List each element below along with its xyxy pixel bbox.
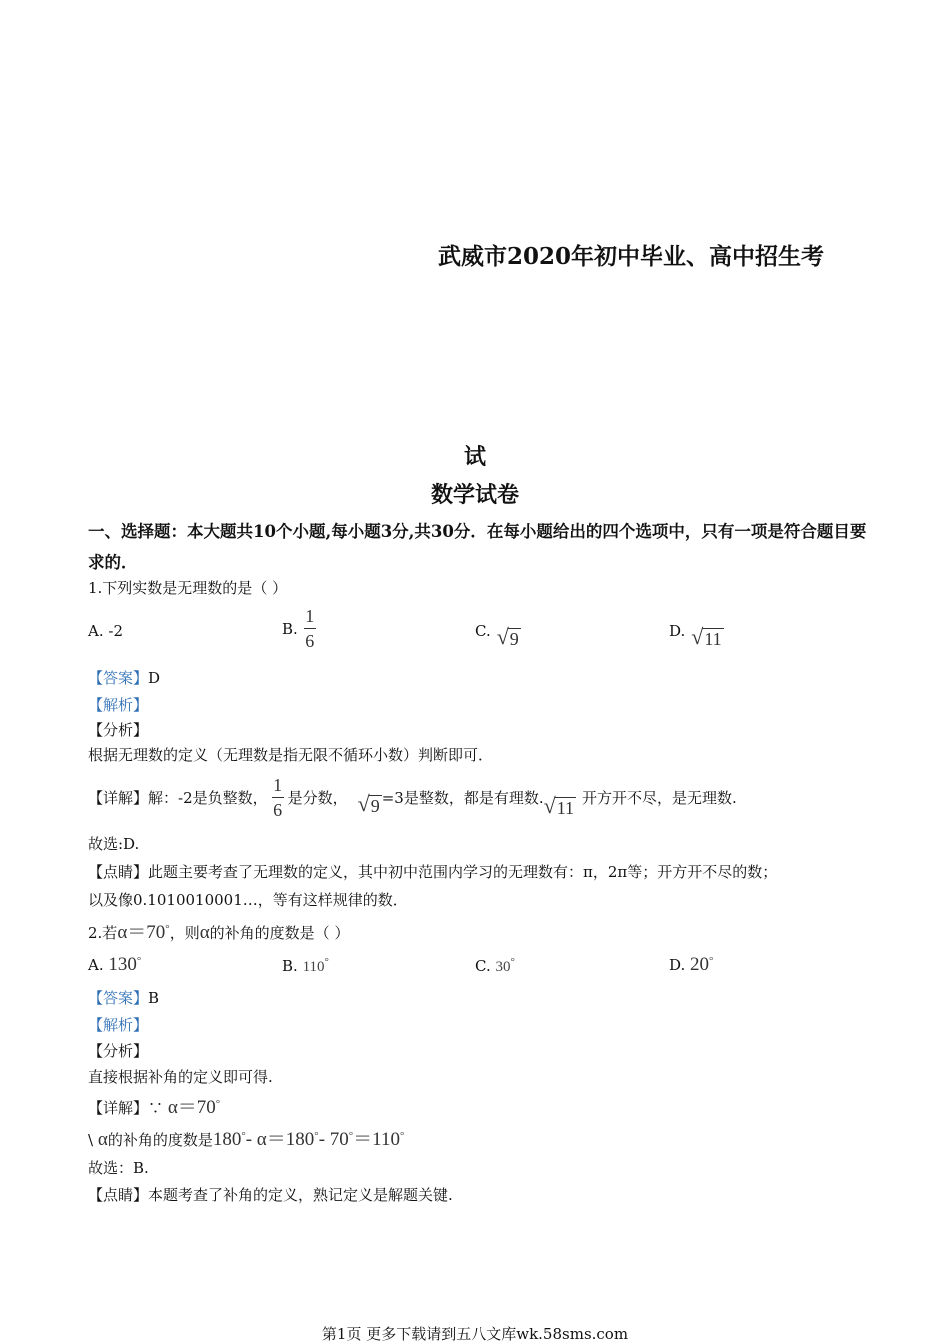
option-label: D. xyxy=(669,622,686,640)
degree-symbol: ° xyxy=(399,1130,405,1142)
degree-symbol: ° xyxy=(241,1130,246,1142)
stem-text: 2.若 xyxy=(88,924,118,942)
option-value: 30 xyxy=(495,959,511,975)
stem-text: ，则 xyxy=(169,924,200,942)
answer-tag[interactable]: 【答案】 xyxy=(88,669,149,687)
dianjing-text: 此题主要考查了无理数的定义，其中初中范围内学习的无理数有：π，2π等；开方开不尽的数； xyxy=(148,863,778,881)
detail-math: 180 xyxy=(212,1129,242,1150)
q2-option-c xyxy=(475,956,515,976)
option-value: 20 xyxy=(690,954,710,975)
detail-math: - α＝180 xyxy=(245,1129,315,1150)
q1-detail xyxy=(88,772,737,822)
q2-choice: 故选：B. xyxy=(88,1159,149,1177)
degree-symbol: ° xyxy=(709,955,714,967)
answer-value: D xyxy=(148,669,161,687)
q1-option-c xyxy=(475,622,521,648)
q1-choice: 故选:D. xyxy=(88,835,140,853)
degree-symbol: ° xyxy=(510,956,515,968)
degree-symbol: ° xyxy=(136,955,142,967)
q2-answer xyxy=(88,987,159,1008)
q2-analysis-tag[interactable]: 【解析】 xyxy=(88,1016,149,1034)
option-value: 130 xyxy=(108,954,137,975)
fraction-denominator: 6 xyxy=(305,631,315,651)
detail-tag: 【详解】 xyxy=(88,1099,149,1117)
radicand: 11 xyxy=(704,629,722,649)
radicand: 11 xyxy=(556,798,575,818)
option-label: C. xyxy=(475,957,491,975)
square-root: √ 9 xyxy=(357,791,380,816)
answer-value: B xyxy=(148,989,160,1007)
degree-symbol: ° xyxy=(324,956,329,968)
square-root: √ 11 xyxy=(691,624,722,649)
stem-alpha: α xyxy=(199,922,210,943)
fraction xyxy=(304,606,316,651)
option-value: -2 xyxy=(108,622,124,640)
option-label: A. xyxy=(88,956,104,974)
q1-answer xyxy=(88,667,160,688)
q2-option-b xyxy=(282,956,329,976)
detail-math: α＝70 xyxy=(167,1097,216,1118)
fraction-numerator: 1 xyxy=(273,774,283,795)
option-label: B. xyxy=(282,619,298,638)
detail-math: - 70 xyxy=(318,1129,349,1150)
dianjing-tag: 【点睛】 xyxy=(88,1186,149,1204)
detail-text-4: 开方开不尽，是无理数. xyxy=(582,788,737,807)
answer-tag[interactable]: 【答案】 xyxy=(88,989,149,1007)
detail-text-1: 解：-2是负整数， xyxy=(148,788,268,807)
fraction-denominator: 6 xyxy=(273,799,283,820)
stem-math: α＝70 xyxy=(117,922,166,943)
option-label: A. xyxy=(88,622,104,640)
q1-option-d xyxy=(669,622,724,648)
q1-fenxi-text: 根据无理数的定义（无理数是指无限不循环小数）判断即可． xyxy=(88,746,494,764)
square-root: √ 11 xyxy=(543,793,575,818)
q1-dianjing-line1 xyxy=(88,861,777,882)
degree-symbol: ° xyxy=(314,1130,319,1142)
q1-fenxi-tag: 【分析】 xyxy=(88,721,149,739)
option-label: C. xyxy=(475,622,491,640)
option-label: B. xyxy=(282,957,298,975)
radicand: 9 xyxy=(370,796,380,816)
stem-text: 的补角的度数是（ ） xyxy=(209,924,350,942)
fraction-numerator: 1 xyxy=(305,606,315,626)
degree-symbol: ° xyxy=(348,1130,354,1142)
detail-text: 的补角的度数是 xyxy=(107,1131,213,1149)
q1-dianjing-line2: 以及像0.1010010001…，等有这样规律的数． xyxy=(88,891,408,909)
q2-stem xyxy=(88,917,349,944)
dianjing-text: 本题考查了补角的定义，熟记定义是解题关键. xyxy=(148,1186,453,1204)
q2-detail xyxy=(88,1092,220,1119)
detail-text-3: =3是整数，都是有理数. xyxy=(381,788,544,807)
q2-fenxi-tag: 【分析】 xyxy=(88,1042,149,1060)
radicand: 9 xyxy=(509,629,519,649)
option-value: 110 xyxy=(302,959,325,975)
dianjing-tag: 【点睛】 xyxy=(88,863,149,881)
page-subtitle: 数学试卷 xyxy=(430,482,519,508)
square-root: √ 9 xyxy=(496,624,519,649)
degree-symbol: ° xyxy=(215,1098,221,1110)
detail-text-2: 是分数， xyxy=(287,788,348,807)
page-title-line1: 武威市2020年初中毕业、高中招生考 xyxy=(438,243,825,270)
because-symbol: ∵ xyxy=(148,1099,164,1117)
q1-option-b xyxy=(282,606,316,651)
q2-detail-line2 xyxy=(88,1124,404,1151)
page-title-line2: 试 xyxy=(463,444,486,470)
q2-fenxi-text: 直接根据补角的定义即可得. xyxy=(88,1068,273,1086)
q2-dianjing xyxy=(88,1184,453,1205)
detail-alpha: α xyxy=(97,1129,108,1150)
q2-option-a xyxy=(88,954,141,976)
q1-option-a xyxy=(88,622,123,640)
fraction xyxy=(272,775,284,820)
q2-option-d xyxy=(669,954,713,976)
section-heading: 一、选择题：本大题共10个小题,每小题3分,共30分．在每小题给出的四个选项中，只有一项是符合题目要求的． xyxy=(88,522,867,572)
q1-stem: 1.下列实数是无理数的是（ ） xyxy=(88,579,288,597)
page-footer: 第1页 更多下载请到五八文库wk.58sms.com xyxy=(321,1325,629,1343)
q1-analysis-tag[interactable]: 【解析】 xyxy=(88,696,149,714)
option-label: D. xyxy=(669,956,686,974)
detail-math: ＝110 xyxy=(353,1129,400,1150)
therefore-symbol: \ xyxy=(88,1131,94,1149)
degree-symbol: ° xyxy=(165,923,170,935)
detail-tag: 【详解】 xyxy=(88,788,149,807)
